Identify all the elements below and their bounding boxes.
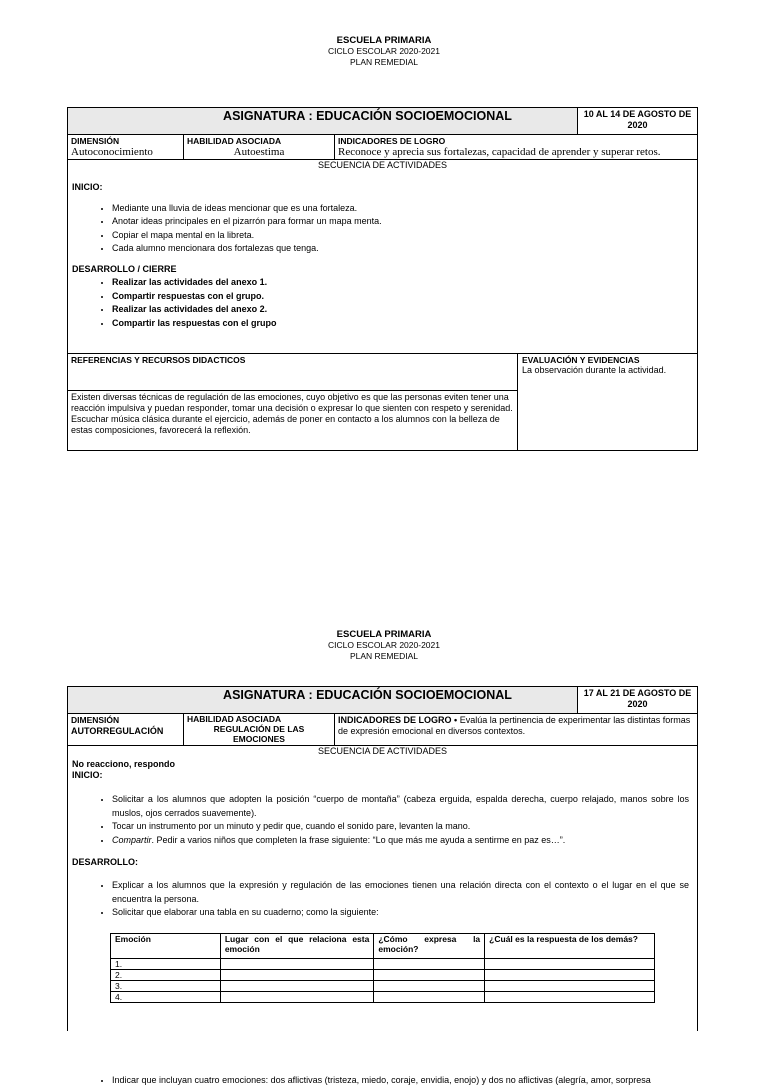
skill-value: REGULACIÓN DE LAS EMOCIONES — [213, 724, 305, 744]
dimension-label: DIMENSIÓN — [71, 136, 120, 146]
table-header: ¿Cómo expresa la emoción? — [374, 934, 485, 959]
table-header: Emoción — [111, 934, 221, 959]
list-item: • Indicar que incluyan cuatro emociones: dos aflictivas (tristeza, miedo, coraje, envidia, enojo) y dos no aflictivas (alegría, amor, sorpresa — [112, 1074, 693, 1088]
document-header-2 — [0, 629, 768, 662]
references-paragraph: Escuchar música clásica durante el ejercicio, además de poner en contacto a los alumnos con la belleza de estas composiciones, favorecerá la reflexión. — [71, 414, 500, 435]
table-row — [111, 981, 655, 992]
list-item: • Compartir las respuestas con el grupo — [112, 317, 693, 331]
desarrollo-label: DESARROLLO: — [72, 857, 138, 867]
row-number: 4. — [111, 992, 221, 1003]
plan-name: PLAN REMEDIAL — [349, 57, 419, 67]
skill-value: Autoestima — [233, 146, 285, 158]
school-name: ESCUELA PRIMARIA — [336, 35, 432, 46]
emotion-table — [110, 933, 655, 1003]
dimension-cell — [68, 714, 184, 745]
dimension-label: DIMENSIÓN — [71, 715, 120, 725]
sequence-section — [68, 160, 697, 354]
list-item: • Explicar a los alumnos que la expresión y regulación de las emociones tienen una relación directa con el contexto o el lugar en el que se encuentra la persona. — [112, 879, 689, 906]
inicio-label: INICIO: — [72, 182, 103, 192]
references-paragraph: Existen diversas técnicas de regulación de las emociones, cuyo objetivo es que las personas eviten tener una reacción impulsiva y puedan responder, tomar una decisión o expresar lo que sienten con respeto y serenidad. — [71, 392, 513, 413]
list-item — [112, 834, 689, 848]
list-item: • Mediante una lluvia de ideas mencionar que es una fortaleza. — [112, 202, 693, 216]
plan-table-1 — [67, 107, 698, 451]
compartir-text: . Pedir a varios niños que completen la frase siguiente: “Lo que más me ayuda a sentirme en paz es…”. — [151, 834, 566, 845]
list-item: • Realizar las actividades del anexo 2. — [112, 303, 693, 317]
indicators-cell — [335, 135, 697, 159]
sequence-title: SECUENCIA DE ACTIVIDADES — [317, 160, 448, 170]
row-number: 1. — [111, 959, 221, 970]
dimension-value: AUTORREGULACIÓN — [71, 726, 164, 736]
table-header: Lugar con el que relaciona esta emoción — [220, 934, 374, 959]
evaluation-cell — [518, 354, 697, 451]
inicio-label: INICIO: — [72, 770, 103, 780]
references-text — [68, 392, 517, 436]
indicators-cell — [335, 714, 697, 745]
references-label: REFERENCIAS Y RECURSOS DIDACTICOS — [71, 355, 246, 365]
list-item: • Compartir respuestas con el grupo. — [112, 290, 693, 304]
desarrollo-label: DESARROLLO / CIERRE — [72, 263, 177, 274]
list-item: • Solicitar que elaborar una tabla en su cuaderno; como la siguiente: — [112, 906, 689, 920]
plan-name: PLAN REMEDIAL — [349, 651, 419, 661]
row-number: 3. — [111, 981, 221, 992]
skill-label: HABILIDAD ASOCIADA — [187, 136, 282, 146]
list-item: • Cada alumno mencionara dos fortalezas que tenga. — [112, 242, 693, 256]
skill-label: HABILIDAD ASOCIADA — [187, 714, 282, 724]
indicators-value: Evalúa la pertinencia de experimentar las distintas formas de expresión emocional en diversos contextos. — [338, 715, 691, 736]
skill-cell — [184, 135, 335, 159]
activity-title: No reacciono, respondo — [72, 759, 176, 769]
school-cycle: CICLO ESCOLAR 2020-2021 — [328, 46, 440, 56]
table-header: ¿Cuál es la respuesta de los demás? — [485, 934, 655, 959]
list-item: • Solicitar a los alumnos que adopten la posición “cuerpo de montaña” (cabeza erguida, espalda derecha, cuerpo relajado, manos sobre los muslos, ojos cerrados suavemente). — [112, 793, 689, 820]
skill-cell — [184, 714, 335, 745]
list-item: • Realizar las actividades del anexo 1. — [112, 276, 693, 290]
dimension-cell — [68, 135, 184, 159]
table-row — [111, 959, 655, 970]
inicio-list — [72, 202, 693, 256]
indicators-label: INDICADORES DE LOGRO • — [338, 715, 458, 725]
date-range: 10 AL 14 DE AGOSTO DE 2020 — [583, 109, 692, 130]
document-header-1 — [0, 35, 768, 68]
sequence-title: SECUENCIA DE ACTIVIDADES — [317, 746, 448, 756]
list-item: • Tocar un instrumento por un minuto y pedir que, cuando el sonido pare, levanten la mano. — [112, 820, 689, 834]
date-range: 17 AL 21 DE AGOSTO DE 2020 — [583, 688, 692, 709]
row-number: 2. — [111, 970, 221, 981]
table-row — [111, 992, 655, 1003]
indicators-label: INDICADORES DE LOGRO — [338, 136, 446, 146]
references-cell — [68, 354, 518, 451]
inicio-list — [72, 793, 693, 847]
final-list — [72, 1074, 693, 1088]
compartir-emphasis: Compartir — [112, 834, 152, 845]
evaluation-text: La observación durante la actividad. — [522, 365, 667, 375]
list-item: • Anotar ideas principales en el pizarrón para formar un mapa menta. — [112, 215, 693, 229]
list-item: • Copiar el mapa mental en la libreta. — [112, 229, 693, 243]
table-row — [111, 970, 655, 981]
evaluation-label: EVALUACIÓN Y EVIDENCIAS — [522, 355, 640, 365]
desarrollo-list — [72, 879, 693, 920]
subject-title: ASIGNATURA : EDUCACIÓN SOCIOEMOCIONAL — [68, 687, 578, 713]
subject-title: ASIGNATURA : EDUCACIÓN SOCIOEMOCIONAL — [68, 108, 578, 134]
desarrollo-list — [72, 276, 693, 330]
school-cycle: CICLO ESCOLAR 2020-2021 — [328, 640, 440, 650]
dimension-value: Autoconocimiento — [71, 146, 153, 158]
indicators-value: Reconoce y aprecia sus fortalezas, capacidad de aprender y superar retos. — [338, 146, 661, 158]
school-name: ESCUELA PRIMARIA — [336, 629, 432, 640]
